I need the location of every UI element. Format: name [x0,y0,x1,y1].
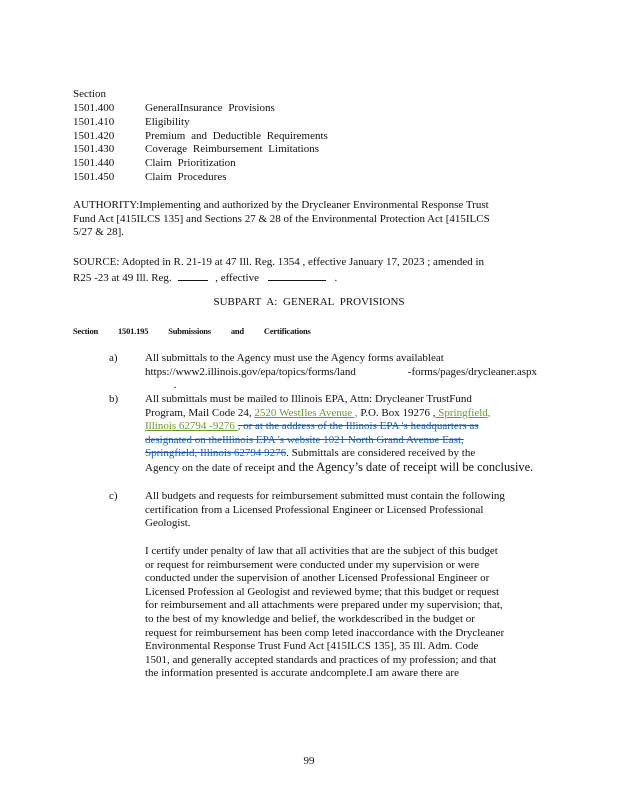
toc-heading: Section [73,88,106,100]
item-b-label: b) [109,393,119,405]
section-title-2: Certifications [263,326,311,336]
toc-section-title: Coverage Reimbursement Limitations [145,143,320,156]
source-period: . [334,271,338,284]
item-b-line-2 [145,407,537,421]
certification-line: Environmental Response Trust Fund Act [415ILCS 135], 35 Ill. Adm. Code [145,640,479,653]
toc-section-number: 1501.430 [73,143,115,156]
certification-line: or request for reimbursement were conducted under my supervision or were [145,558,480,571]
toc-section-title: Claim Procedures [145,171,227,183]
authority-line-1: AUTHORITY:Implementing and authorized by the Drycleaner Environmental Response Trust [73,199,489,211]
certification-line: Licensed Profession al Geologist and reviewed byme; that this budget or request [145,585,500,598]
authority-line-3: 5/27 & 28]. [73,226,125,239]
certification-line: 1501, and generally accepted standards and practices of my profession; and that [145,653,497,666]
item-c-line-1: All budgets and requests for reimbursement submitted must contain the following [145,490,505,502]
item-b-line-3 [145,420,537,434]
source-note [73,256,533,285]
item-b-line-5 [145,447,537,461]
certification-line: conducted under the supervision of another Licensed Professional Engineer or [145,572,490,585]
item-c-label: c) [109,490,118,502]
authority-line-2: Fund Act [415ILCS 135] and Sections 27 & 28 of the Environmental Protection Act [415ILCS [73,212,490,225]
certification-statement [145,545,537,681]
source-line-1: SOURCE: Adopted in R. 21-19 at 47 Ill. Reg. 1354 , effective January 17, 2023 ; amended in [73,256,485,268]
po-box: P.O. Box 19276 , [357,406,436,419]
forms-url-part-1[interactable]: https://www2.illinois.gov/epa/topics/forms/land [145,365,356,378]
inserted-city: Springfield, [435,406,491,419]
item-c-line-2: certification from a Licensed Professional Engineer or Licensed Professional [145,503,484,516]
toc-section-number: 1501.450 [73,171,115,183]
item-a-period: . [173,379,177,392]
inserted-state-zip: Illinois 62794 -9276 [145,420,238,433]
section-number: 1501.195 [117,326,149,336]
conclusive-receipt-text: and the Agency’s date of receipt will be conclusive. [277,459,534,474]
toc-section-title: Claim Prioritization [145,157,236,170]
item-c-line-3: Geologist. [145,517,191,530]
item-a-label: a) [109,352,118,364]
register-page-blank [178,270,208,281]
forms-url-part-2[interactable]: -forms/pages/drycleaner.aspx [407,365,537,378]
section-label: Section [73,326,99,336]
toc-section-title: GeneralInsurance Provisions [145,102,275,114]
deleted-city-zip: Springfield, Illinois 62794 9276 [145,447,287,460]
section-title-conj: and [230,326,244,336]
item-c-body [145,490,537,531]
certification-line: request for reimbursement has been comp leted inaccordance with the Drycleaner [145,626,505,639]
source-line-2-start: R25 -23 at 49 Ill. Reg. [73,271,172,284]
effective-date-blank [268,270,326,281]
item-a-line-2 [145,366,537,393]
section-heading [73,325,311,339]
certification-line: I certify under penalty of law that all activities that are the subject of this budget [145,545,498,557]
subpart-heading: SUBPART A: GENERAL PROVISIONS [213,296,405,308]
item-b-line-6 [145,461,537,476]
deleted-headquarters-text: , or at the address of the Illinois EPA 's headquarters as [237,420,479,433]
toc-section-number: 1501.410 [73,115,115,128]
inserted-street-address: 2520 WestIles Avenue , [254,406,358,419]
toc-section-number: 1501.420 [73,129,115,142]
source-effective-label: , effective [215,271,259,284]
program-mail-code: Program, Mail Code 24, [145,406,255,419]
certification-line: for reimbursement and all attachments were prepared under my supervision; that, [145,599,503,612]
authority-note [73,199,533,240]
date-of-receipt: Agency on the date of receipt [145,461,278,474]
toc-section-title: Eligibility [145,115,190,128]
toc-section-number: 1501.400 [73,102,115,114]
item-a-line-1: All submittals to the Agency must use the Agency forms availableat [145,352,444,364]
item-a-body [145,352,537,393]
submittals-received: . Submittals are considered received by the [286,447,476,460]
certification-line: to the best of my knowledge and belief, the workdescribed in the budget or [145,612,475,625]
deleted-website-address: designated on theIllinois EPA 's website 1021 North Grand Avenue East, [145,433,464,446]
item-b-body [145,393,537,476]
source-line-2 [73,270,533,286]
toc-section-title: Premium and Deductible Requirements [145,129,328,142]
certification-line: the information presented is accurate andcomplete.I am aware there are [145,667,459,680]
item-b-line-1: All submittals must be mailed to Illinois EPA, Attn: Drycleaner TrustFund [145,393,472,405]
toc-section-number: 1501.440 [73,157,115,170]
section-title: Submissions [168,326,211,336]
page-number: 99 [303,755,315,767]
